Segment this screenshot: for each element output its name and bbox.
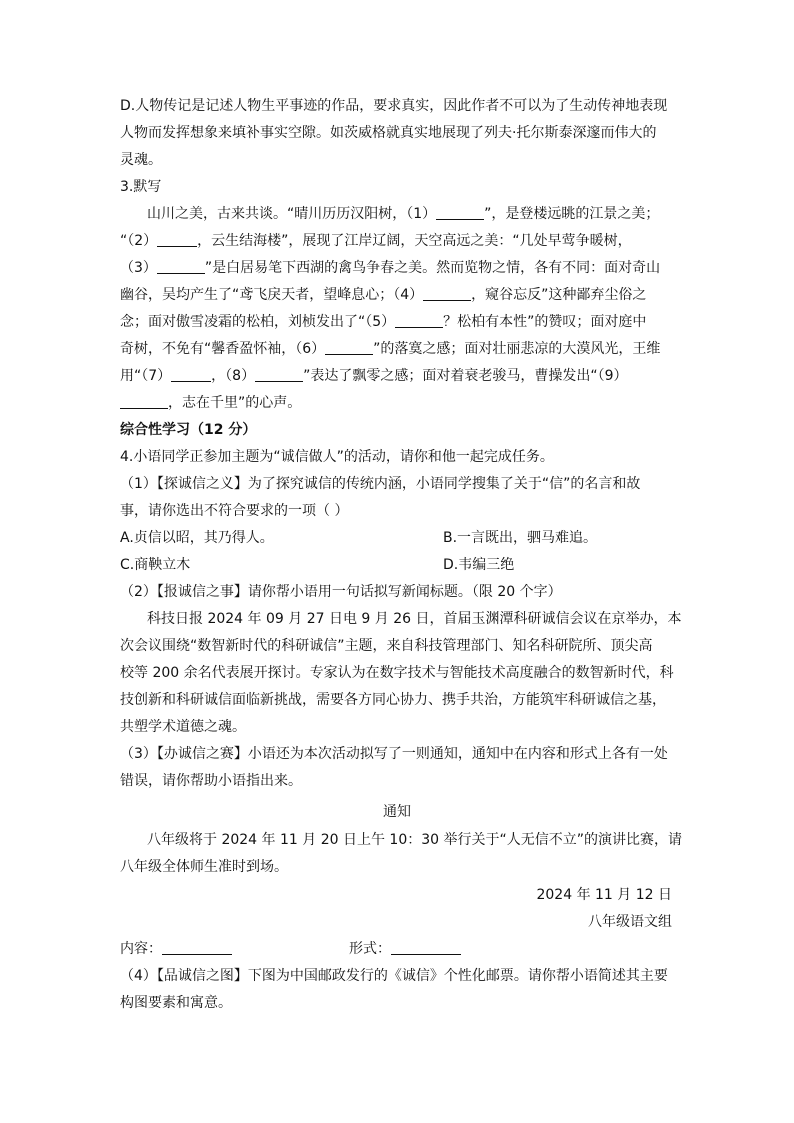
news-line-1: 科技日报 2024 年 09 月 27 日电 9 月 26 日，首届玉渊潭科研诚信会议在京举办，本 xyxy=(147,611,682,627)
q3-line-8 xyxy=(120,394,301,412)
q4-part4-line-1: （4）【品诚信之图】下图为中国邮政发行的《诚信》个性化邮票。请你帮小语简述其主要 xyxy=(120,968,668,984)
blank-8[interactable] xyxy=(255,367,303,382)
option-d-line-1: D.人物传记是记述人物生平事迹的作品，要求真实，因此作者不可以为了生动传神地表现 xyxy=(120,98,668,114)
option-b: B.一言既出，驷马难追。 xyxy=(443,530,598,546)
notice-date: 2024 年 11 月 12 日 xyxy=(536,887,672,903)
section-title: 综合性学习（12 分） xyxy=(120,422,257,438)
notice-line-1: 八年级将于 2024 年 11 月 20 日上午 10：30 举行关于“人无信不立”的演讲比赛，请 xyxy=(147,832,682,848)
news-line-4: 技创新和科研诚信面临新挑战，需要各方同心协力、携手共治，方能筑牢科研诚信之基， xyxy=(120,692,666,708)
blank-9[interactable] xyxy=(120,394,168,409)
option-d-line-2: 人物而发挥想象来填补事实空隙。如茨威格就真实地展现了列夫·托尔斯泰深邃而伟大的 xyxy=(120,125,657,141)
q4-part2-heading: （2）【报诚信之事】请你帮小语用一句话拟写新闻标题。（限 20 个字） xyxy=(120,584,562,600)
q3-line-4-text-a: 幽谷，吴均产生了“鸢飞戾天者，望峰息心；（4） xyxy=(120,287,424,303)
q3-line-3-text-a: （3） xyxy=(120,260,157,276)
q3-line-6 xyxy=(120,340,660,358)
option-d: D.韦编三绝 xyxy=(443,557,515,573)
q3-line-1-text-a: 山川之美，古来共谈。“晴川历历汉阳树，（1） xyxy=(147,206,437,222)
q3-line-8-text-b: ，志在千里”的心声。 xyxy=(168,395,302,411)
content-label: 内容： xyxy=(120,941,162,957)
q3-line-2-text-a: “（2） xyxy=(120,233,158,249)
news-line-2: 次会议围绕“数智新时代的科研诚信”主题，来自科技管理部门、知名科研院所、顶尖高 xyxy=(120,638,653,654)
option-d-line-3: 灵魂。 xyxy=(120,152,162,168)
q3-line-3-text-b: ”是白居易笔下西湖的禽鸟争春之美。然而览物之情，各有不同：面对奇山 xyxy=(204,260,661,276)
content-answer-row xyxy=(120,940,232,958)
q3-line-2 xyxy=(120,232,632,250)
q3-line-6-text-b: ”的落寞之感；面对壮丽悲凉的大漠风光，王维 xyxy=(373,341,661,357)
q4-part4-line-2: 构图要素和寓意。 xyxy=(120,995,232,1011)
q3-line-5-text-a: 念；面对傲雪凌霜的松柏，刘桢发出了“（5） xyxy=(120,314,396,330)
q3-line-1 xyxy=(147,205,659,223)
q3-line-6-text-a: 奇树，不免有“馨香盈怀袖，（6） xyxy=(120,341,326,357)
blank-4[interactable] xyxy=(423,286,471,301)
q4-part1-line-1: （1）【探诚信之义】为了探究诚信的传统内涵，小语同学搜集了关于“信”的名言和故 xyxy=(120,476,641,492)
news-line-3: 校等 200 余名代表展开探讨。专家认为在数字技术与智能技术高度融合的数智新时代，科 xyxy=(120,665,674,681)
blank-5[interactable] xyxy=(395,313,443,328)
blank-7[interactable] xyxy=(171,367,211,382)
form-blank[interactable] xyxy=(391,940,461,955)
form-label: 形式： xyxy=(349,941,391,957)
q4-part3-line-2: 错误，请你帮助小语指出来。 xyxy=(120,773,302,789)
form-answer-row xyxy=(349,940,461,958)
blank-3[interactable] xyxy=(157,259,205,274)
content-blank[interactable] xyxy=(162,940,232,955)
news-line-5: 共塑学术道德之魂。 xyxy=(120,719,246,735)
q4-part1-line-2: 事，请你选出不符合要求的一项（ ） xyxy=(120,503,349,519)
q3-line-3 xyxy=(120,259,660,277)
q3-line-4-text-b: ，窥谷忘反”这种鄙弃尘俗之 xyxy=(471,287,647,303)
q3-line-7-text-c: ”表达了飘零之感；面对着衰老骏马，曹操发出“（9） xyxy=(303,368,628,384)
blank-1[interactable] xyxy=(436,205,484,220)
option-a: A.贞信以昭，其乃得人。 xyxy=(120,530,274,546)
blank-2[interactable] xyxy=(157,232,197,247)
q3-line-5 xyxy=(120,313,646,331)
blank-6[interactable] xyxy=(325,340,373,355)
notice-line-2: 八年级全体师生准时到场。 xyxy=(120,859,288,875)
q3-line-4 xyxy=(120,286,646,304)
q3-line-7-text-b: ，（8） xyxy=(211,368,256,384)
q3-line-5-text-b: ？松柏有本性”的赞叹；面对庭中 xyxy=(443,314,647,330)
notice-signature: 八年级语文组 xyxy=(588,914,672,930)
q3-line-1-text-b: ”，是登楼远眺的江景之美； xyxy=(484,206,660,222)
q3-line-2-text-b: ，云生结海楼”，展现了江岸辽阔，天空高远之美：“几处早莺争暖树， xyxy=(197,233,632,249)
q3-heading: 3.默写 xyxy=(120,179,162,195)
q4-intro: 4.小语同学正参加主题为“诚信做人”的活动，请你和他一起完成任务。 xyxy=(120,449,554,465)
option-c: C.商鞅立木 xyxy=(120,557,191,573)
q3-line-7-text-a: 用“（7） xyxy=(120,368,172,384)
q4-part3-line-1: （3）【办诚信之赛】小语还为本次活动拟写了一则通知，通知中在内容和形式上各有一处 xyxy=(120,746,668,762)
q3-line-7 xyxy=(120,367,628,385)
notice-title: 通知 xyxy=(383,804,411,820)
